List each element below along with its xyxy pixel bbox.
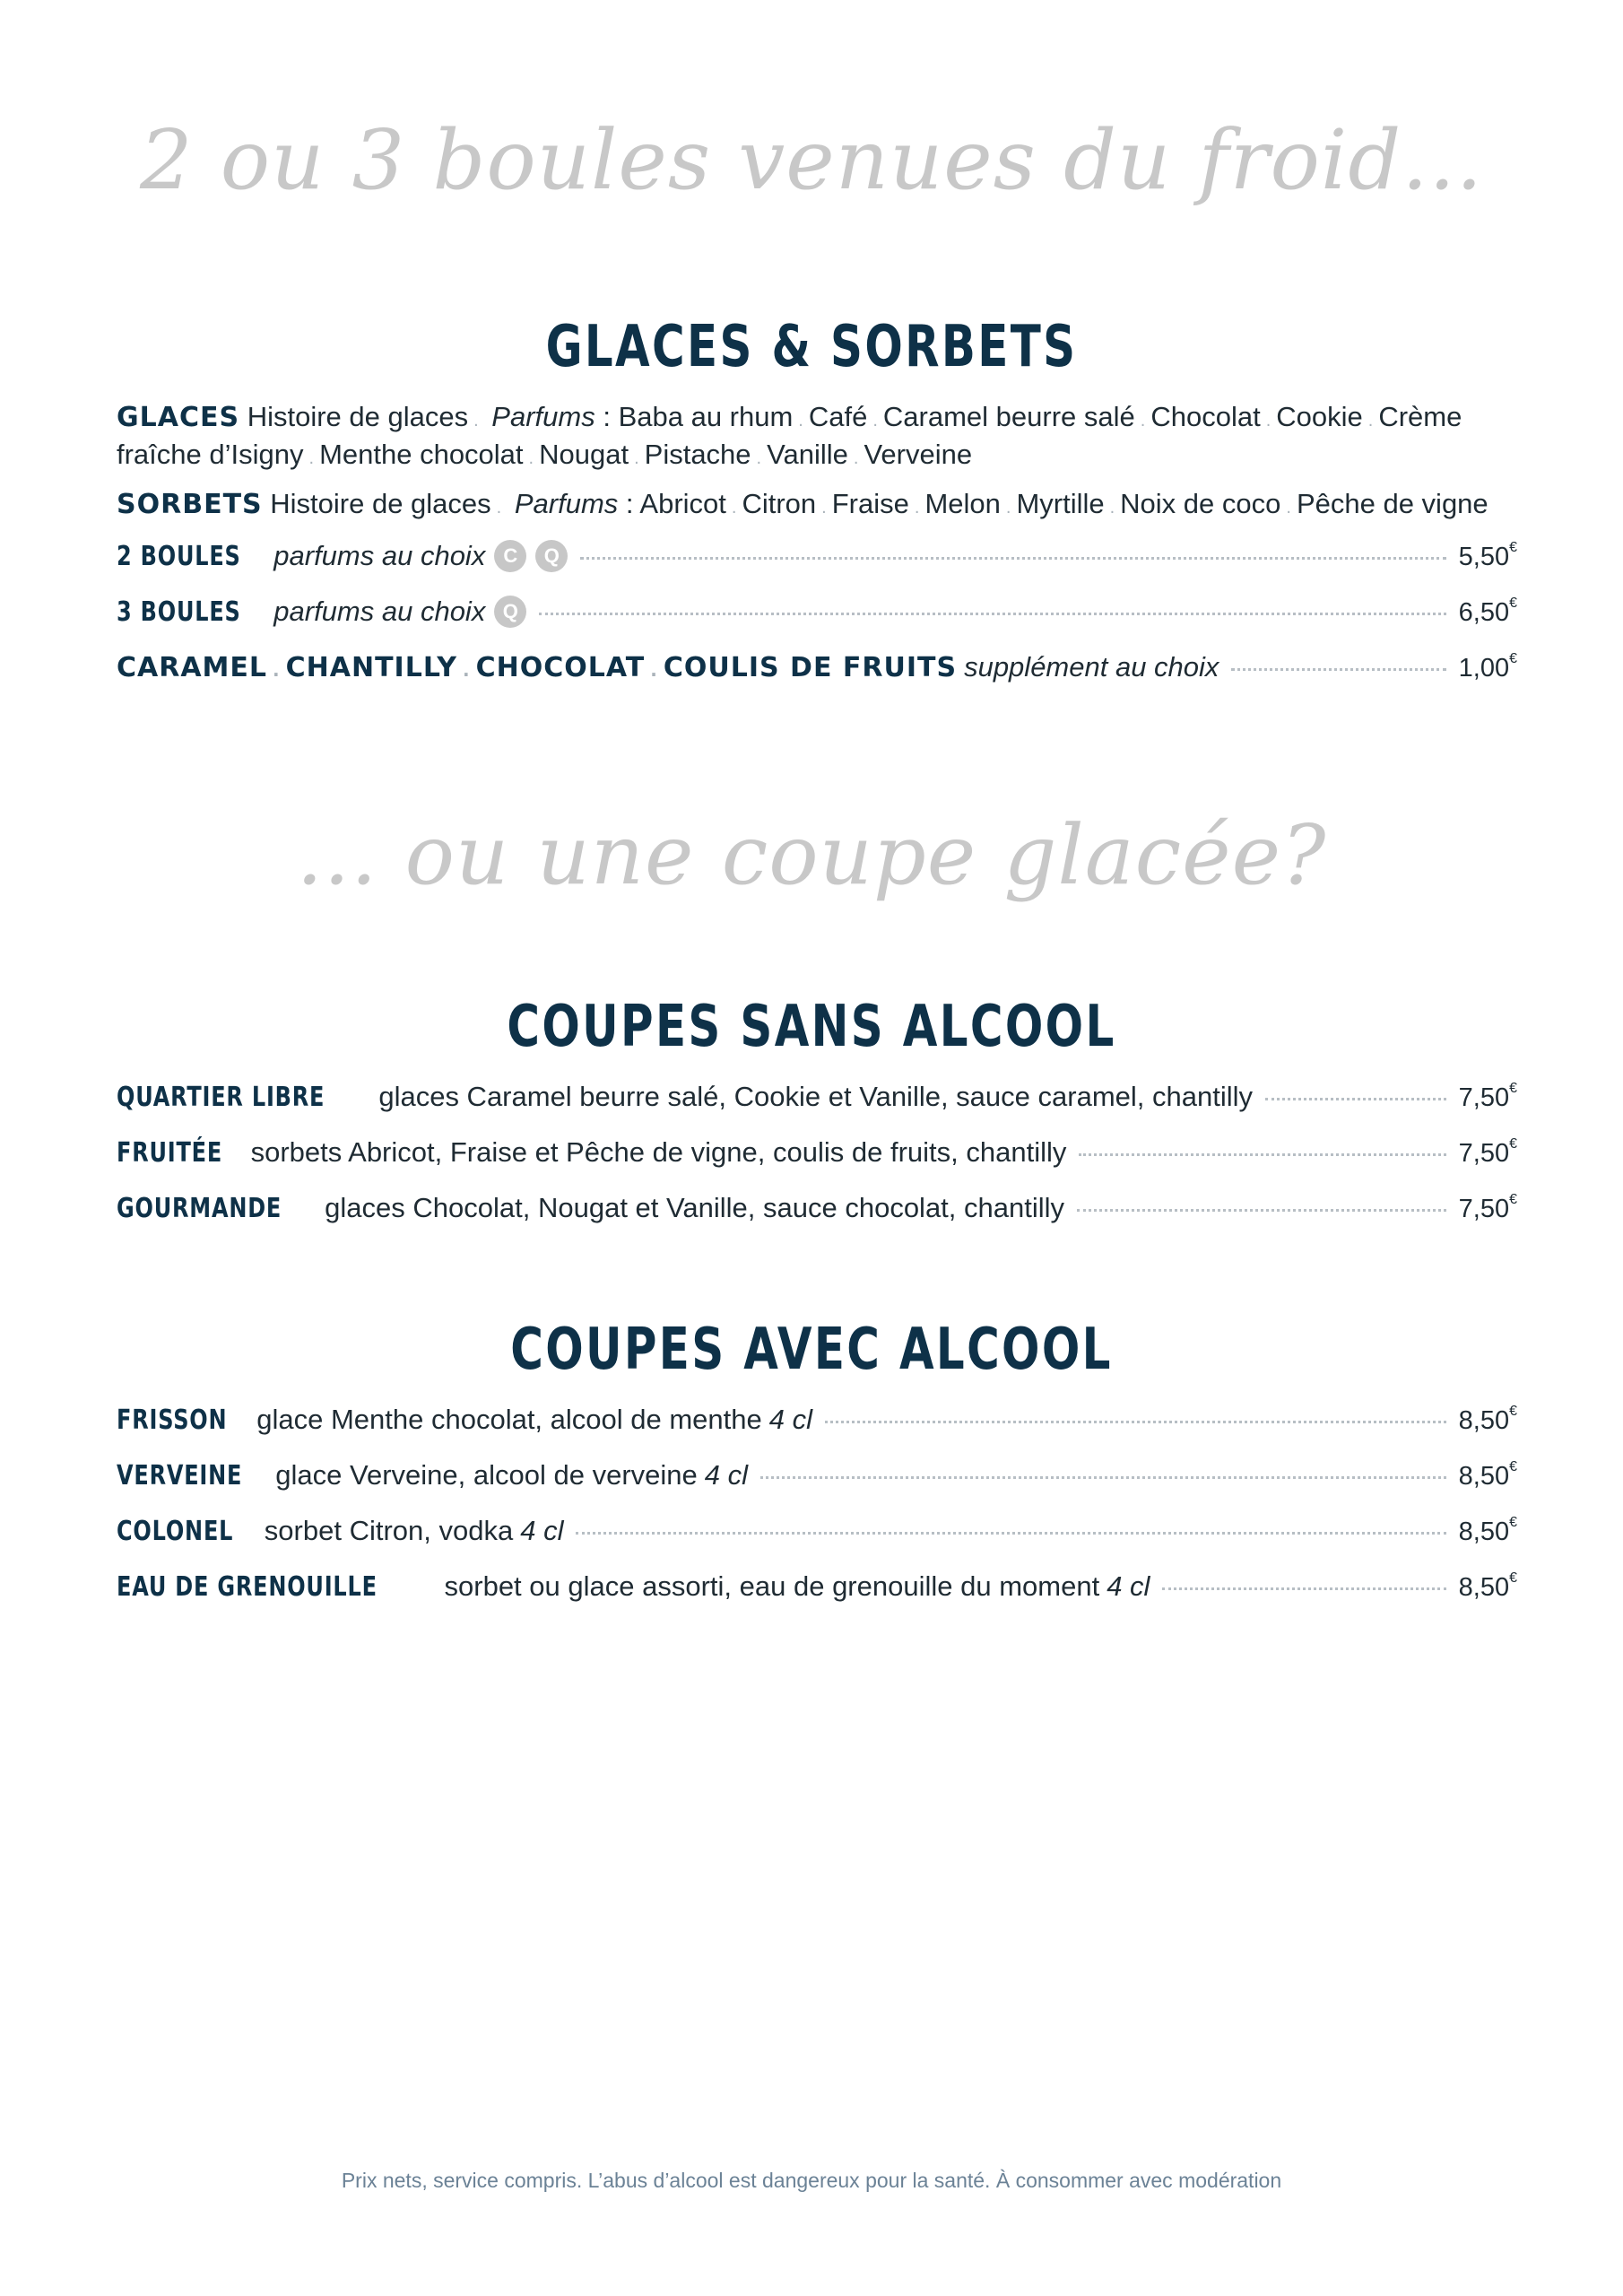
- dot-leader: [825, 1421, 1446, 1423]
- menu-item-eau-de-grenouille: [117, 1570, 1517, 1606]
- separator: .: [496, 498, 502, 517]
- item-price: 8,50€: [1458, 1515, 1517, 1546]
- separator: .: [634, 448, 639, 468]
- item-name: 3 BOULES: [117, 596, 241, 628]
- item-description: sorbet Citron, vodka: [264, 1515, 514, 1546]
- dot-leader: [580, 557, 1445, 560]
- item-price: 8,50€: [1458, 1459, 1517, 1491]
- separator: .: [756, 448, 762, 468]
- separator: .: [473, 411, 479, 430]
- flavor-item: Crème fraîche d’Isigny: [117, 401, 1462, 470]
- item-quantity: 4 cl: [520, 1515, 564, 1546]
- flavor-item: Abricot: [639, 488, 726, 519]
- badge-q-icon: Q: [494, 596, 526, 628]
- script-heading-top: 2 ou 3 boules venues du froid...: [140, 112, 1483, 208]
- sorbets-name: SORBETS: [117, 489, 263, 520]
- menu-item-fruitee: [117, 1136, 1517, 1172]
- item-price: 6,50€: [1458, 596, 1517, 627]
- footer-disclaimer: Prix nets, service compris. L’abus d’alcool est dangereux pour la santé. À consommer avec modération: [341, 2169, 1282, 2192]
- item-description: sorbets Abricot, Fraise et Pêche de vigne, coulis de fruits, chantilly: [250, 1136, 1067, 1168]
- flavor-item: Caramel beurre salé: [882, 401, 1135, 432]
- menu-item-supplements: [117, 651, 1517, 687]
- glaces-parfums-label: Parfums: [491, 401, 595, 432]
- item-description: glaces Chocolat, Nougat et Vanille, sauce chocolat, chantilly: [325, 1192, 1065, 1223]
- item-price: 8,50€: [1458, 1570, 1517, 1602]
- section-title-sans-alcool: COUPES SANS ALCOOL: [507, 994, 1116, 1060]
- item-name: VERVEINE: [117, 1460, 243, 1492]
- dot-leader: [1079, 1153, 1445, 1156]
- flavor-item: Citron: [742, 488, 817, 519]
- item-name: FRUITÉE: [117, 1137, 223, 1169]
- flavor-item: Myrtille: [1016, 488, 1105, 519]
- glaces-name: GLACES: [117, 402, 240, 433]
- item-price: 7,50€: [1458, 1081, 1517, 1112]
- separator: .: [872, 411, 878, 430]
- separator: .: [798, 411, 803, 430]
- item-name: GOURMANDE: [117, 1193, 282, 1224]
- flavor-item: Melon: [924, 488, 1001, 519]
- item-quantity: 4 cl: [768, 1404, 813, 1435]
- separator: .: [1005, 498, 1011, 517]
- item-description: parfums au choix: [273, 540, 486, 571]
- item-description: parfums au choix: [273, 596, 486, 627]
- dot-leader: [576, 1532, 1445, 1535]
- flavor-item: Pêche de vigne: [1296, 488, 1488, 519]
- item-name: 2 BOULES: [117, 541, 241, 572]
- glaces-description: GLACES Histoire de glaces . Parfums : Baba au rhum . Café . Caramel beurre salé . Chocolat . Cookie . Crème fraîche d’Isigny . Menthe chocolat . Nougat . Pistache . Vanille . Verveine: [117, 401, 1462, 470]
- menu-item-gourmande: [117, 1192, 1517, 1228]
- badge-q-icon: Q: [535, 540, 568, 572]
- dot-leader: [539, 613, 1445, 615]
- separator: .: [853, 448, 859, 468]
- item-name: FRISSON: [117, 1405, 228, 1436]
- glaces-brand: Histoire de glaces: [247, 401, 469, 432]
- item-quantity: 4 cl: [1107, 1570, 1150, 1602]
- flavor-item: Fraise: [831, 488, 909, 519]
- item-description: sorbet ou glace assorti, eau de grenouille du moment: [444, 1570, 1100, 1602]
- flavor-item: Verveine: [864, 439, 973, 470]
- item-name: QUARTIER LIBRE: [117, 1082, 325, 1113]
- separator: .: [528, 448, 534, 468]
- dot-leader: [760, 1476, 1446, 1479]
- item-description: supplément au choix: [964, 651, 1219, 683]
- item-price: 5,50€: [1458, 540, 1517, 571]
- flavor-item: Noix de coco: [1120, 488, 1281, 519]
- script-heading-middle: ... ou une coupe glacée?: [296, 807, 1327, 903]
- item-price: 1,00€: [1458, 651, 1517, 683]
- item-description: glace Menthe chocolat, alcool de menthe: [256, 1404, 762, 1435]
- dot-leader: [1077, 1209, 1446, 1212]
- separator: .: [1367, 411, 1374, 430]
- supplement-names: CARAMEL . CHANTILLY . CHOCOLAT . COULIS DE FRUITS: [117, 652, 958, 683]
- menu-item-2-boules: [117, 540, 1517, 576]
- menu-item-verveine: [117, 1459, 1517, 1495]
- separator: .: [1286, 498, 1291, 517]
- item-price: 7,50€: [1458, 1136, 1517, 1168]
- separator: .: [821, 498, 827, 517]
- item-price: 7,50€: [1458, 1192, 1517, 1223]
- item-price: 8,50€: [1458, 1404, 1517, 1435]
- sorbets-parfums-label: Parfums: [514, 488, 619, 519]
- sorbets-flavors: [639, 488, 1488, 519]
- badge-c-icon: C: [494, 540, 526, 572]
- separator: .: [914, 498, 920, 517]
- separator: .: [1140, 411, 1146, 430]
- flavor-item: Café: [808, 401, 868, 432]
- dot-leader: [1231, 668, 1445, 671]
- flavor-item: Pistache: [644, 439, 751, 470]
- flavor-item: Menthe chocolat: [319, 439, 524, 470]
- sorbets-description: SORBETS Histoire de glaces . Parfums : Abricot . Citron . Fraise . Melon . Myrtille . Noix de coco . Pêche de vigne: [117, 488, 1488, 520]
- section-title-avec-alcool: COUPES AVEC ALCOOL: [510, 1317, 1113, 1383]
- dot-leader: [1265, 1098, 1446, 1100]
- flavor-item: Cookie: [1276, 401, 1363, 432]
- separator: .: [731, 498, 737, 517]
- flavor-item: Baba au rhum: [618, 401, 794, 432]
- section-title-glaces-sorbets: GLACES & SORBETS: [545, 314, 1078, 380]
- flavor-item: Chocolat: [1150, 401, 1261, 432]
- menu-item-3-boules: [117, 596, 1517, 631]
- separator: .: [308, 448, 315, 468]
- item-description: glaces Caramel beurre salé, Cookie et Vanille, sauce caramel, chantilly: [378, 1081, 1253, 1112]
- menu-item-quartier-libre: [117, 1081, 1517, 1117]
- flavor-item: Vanille: [767, 439, 848, 470]
- flavor-item: Nougat: [539, 439, 629, 470]
- menu-item-colonel: [117, 1515, 1517, 1551]
- sorbets-brand: Histoire de glaces: [270, 488, 491, 519]
- separator: .: [1265, 411, 1271, 430]
- item-description: glace Verveine, alcool de verveine: [275, 1459, 698, 1491]
- item-name: EAU DE GRENOUILLE: [117, 1571, 378, 1603]
- menu-item-frisson: [117, 1404, 1517, 1439]
- dot-leader: [1162, 1587, 1445, 1590]
- item-quantity: 4 cl: [704, 1459, 749, 1491]
- separator: .: [1109, 498, 1115, 517]
- item-name: COLONEL: [117, 1516, 234, 1547]
